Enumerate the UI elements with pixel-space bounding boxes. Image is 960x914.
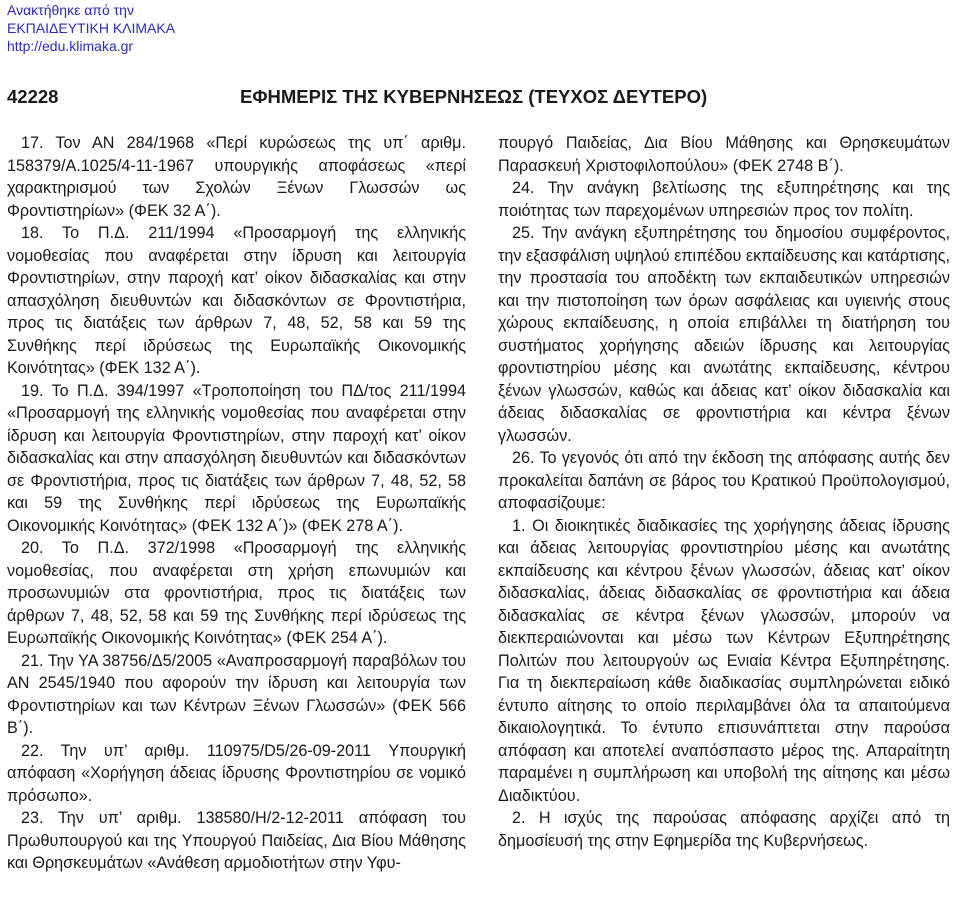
decision-article-1: 1. Οι διοικητικές διαδικασίες της χορήγησης άδειας ίδρυσης και άδειας λειτουργίας φροντιστηρίου μέσης και ανωτάτης εκπαίδευσης και κέντρου ξένων γλωσσών, άδειας κατ’ οίκον διδασκαλίας, άδειας διδασκαλίας σε φροντιστήρια και άδεια διδασκαλίας σε κέντρα ξένων γλωσσών, μπορούν να διεκπεραιώνονται και μέσω των Κέντρων Εξυπηρέτησης Πολιτών που λειτουργούν ως Ενιαία Κέντρα Εξυπηρέτησης. Για τη διεκπεραίωση κάθε διαδικασίας συμπληρώνεται ειδικό έντυπο αίτησης το οποίο περιλαμβάνει όλα τα απαιτούμενα δικαιολογητικά. Το έντυπο επισυνάπτεται στην παρούσα απόφαση και αποτελεί αναπόσπαστο μέρος της. Απαραίτητη παραμένει η συμπλήρωση και υποβολή της αίτησης και μέσω Διαδικτύου. — [498, 516, 950, 805]
paragraph-22: 22. Την υπ’ αριθμ. 110975/D5/26-09-2011 Υπουργική απόφαση «Χορήγηση άδειας ίδρυσης Φροντιστηρίου σε νομικό πρόσωπο». — [7, 741, 466, 805]
paragraph-17: 17. Τον ΑΝ 284/1968 «Περί κυρώσεως της υπ΄ αριθμ. 158379/Α.1025/4-11-1967 υπουργικής αποφάσεως «περί χαρακτηρισμού των Σχολών Ξένων Γλωσσών ως Φροντιστηρίων» (ΦΕΚ 32 Α΄). — [7, 134, 466, 220]
paragraph-19: 19. Το Π.Δ. 394/1997 «Τροποποίηση του ΠΔ/τος 211/1994 «Προσαρμογή της ελληνικής νομοθεσίας που αναφέρεται στην ίδρυση και λειτουργία Φροντιστηρίων, στην παροχή κατ’ οίκον διδασκαλίας και στην απασχόληση διευθυντών και διδασκόντων σε Φροντιστήρια, προς τις διατάξεις των άρθρων 7, 48, 52, 58 και 59 της Συνθήκης περί ιδρύσεως της Ευρωπαϊκής Οικονομικής Κοινότητας» (ΦΕΚ 132 Α΄)» (ΦΕΚ 278 Α΄). — [7, 381, 466, 535]
paragraph-25: 25. Την ανάγκη εξυπηρέτησης του δημοσίου συμφέροντος, την εξασφάλιση υψηλού επιπέδου εκπαίδευσης και κατάρτισης, την προστασία του αποδέκτη των εκπαιδευτικών υπηρεσιών και την πιστοποίηση των όρων ασφάλειας και υγιεινής στους χώρους εκπαίδευσης, η οποία επιβάλλει τη διατήρηση του συστήματος χορήγησης αδειών ίδρυσης και λειτουργίας φροντιστηρίου μέσης και ανωτάτης εκπαίδευσης, κέντρου ξένων γλωσσών, καθώς και άδειας κατ’ οίκον διδασκαλία και άδειας διδασκαλίας σε φροντιστήρια και κέντρα ξένων γλωσσών. — [498, 224, 950, 445]
source-attribution — [7, 1, 175, 55]
paragraph-23-continuation: πουργό Παιδείας, Δια Βίου Μάθησης και Θρησκευμάτων Παρασκευή Χριστοφιλοπούλου» (ΦΕΚ 2748 Β΄). — [498, 134, 950, 175]
page-number: 42228 — [7, 86, 59, 107]
source-line-site-name[interactable]: ΕΚΠΑΙΔΕΥΤΙΚΗ ΚΛΙΜΑΚΑ — [7, 20, 176, 36]
paragraph-21: 21. Την ΥΑ 38756/Δ5/2005 «Αναπροσαρμογή παραβόλων του ΑΝ 2545/1940 που αφορούν την ίδρυση και λειτουργία των Φροντιστηρίων και των Κέντρων Ξένων Γλωσσών» (ΦΕΚ 566 Β΄). — [7, 651, 466, 737]
left-column — [7, 132, 466, 875]
source-link-url[interactable]: http://edu.klimaka.gr — [7, 38, 134, 54]
right-column — [498, 132, 950, 852]
paragraph-18: 18. Το Π.Δ. 211/1994 «Προσαρμογή της ελληνικής νομοθεσίας που αναφέρεται στην ίδρυση και λειτουργία Φροντιστηρίων, στην παροχή κατ’ οίκον διδασκαλίας και στην απασχόληση διευθυντών και διδασκόντων σε Φροντιστήρια, προς τις διατάξεις των άρθρων 7, 48, 52, 58 και 59 της Συνθήκης περί ιδρύσεως της Ευρωπαϊκής Οικονομικής Κοινότητας» (ΦΕΚ 132 Α΄). — [7, 224, 466, 377]
source-line-retrieved[interactable]: Ανακτήθηκε από την — [7, 2, 134, 18]
paragraph-24: 24. Την ανάγκη βελτίωσης της εξυπηρέτησης και της ποιότητας των παρεχομένων υπηρεσιών προς τον πολίτη. — [498, 179, 950, 220]
decision-article-2: 2. Η ισχύς της παρούσας απόφασης αρχίζει από τη δημοσίευσή της στην Εφημερίδα της Κυβερνήσεως. — [498, 809, 950, 850]
paragraph-20: 20. Το Π.Δ. 372/1998 «Προσαρμογή της ελληνικής νομοθεσίας, που αναφέρεται στη χρήση επωνυμιών και προσωνυμιών στα φροντιστήρια, προς τις διατάξεις των άρθρων 7, 48, 52, 58 και 59 της Συνθήκης περί ιδρύσεως της Ευρωπαϊκής Οικονομικής Κοινότητας» (ΦΕΚ 254 Α΄). — [7, 539, 466, 647]
paragraph-23: 23. Την υπ’ αριθμ. 138580/Η/2-12-2011 απόφαση του Πρωθυπουργού και της Υπουργού Παιδείας, Δια Βίου Μάθησης και Θρησκευμάτων «Ανάθεση αρμοδιοτήτων στην Υφυ- — [7, 809, 466, 872]
gazette-title: ΕΦΗΜΕΡΙΣ ΤΗΣ ΚΥΒΕΡΝΗΣΕΩΣ (ΤΕΥΧΟΣ ΔΕΥΤΕΡΟ) — [240, 86, 708, 107]
paragraph-26: 26. Το γεγονός ότι από την έκδοση της απόφασης αυτής δεν προκαλείται δαπάνη σε βάρος του Κρατικού Προϋπολογισμού, αποφασίζουμε: — [498, 449, 950, 512]
